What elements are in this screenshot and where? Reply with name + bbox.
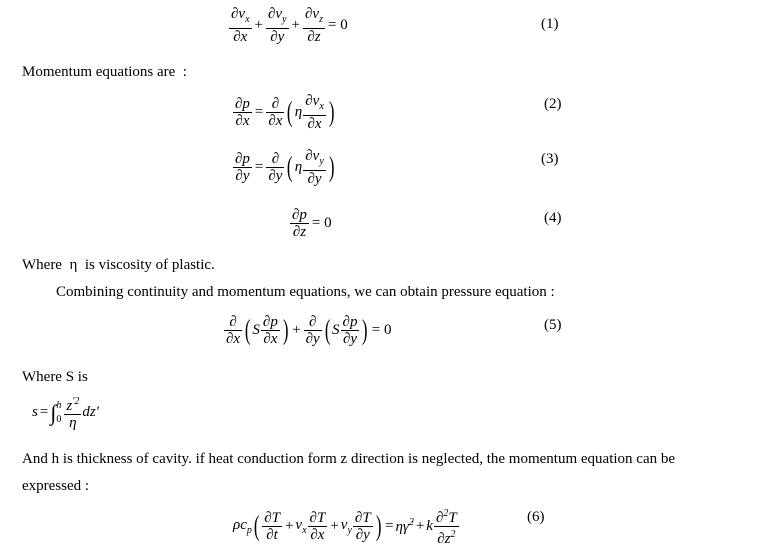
equation-5: $\frac{\partial}{\partial x}$ ( S $\frac{\partial p}{\partial x}$ ) + $\frac{\partial}{\partial y}$ ( S $\frac{\partial p}{\partial y}$ ) = 0: [226, 314, 392, 347]
equation-6: $\rho c_p$ ( $\frac{\partial T}{\partial t}$ + $v_x$ $\frac{\partial T}{\partial x}$ + $v_y$ $\frac{\partial T}{\partial y}$ ) = ηγ̇$^2$ + k $\frac{\partial^2T}{\partial z^2}$: [233, 508, 457, 547]
momentum-intro-text: Momentum equations are :: [22, 64, 187, 80]
equation-number-3: (3): [541, 151, 559, 167]
equation-number-6: (6): [527, 509, 545, 525]
and-h-text: And h is thickness of cavity. if heat conduction form z direction is neglected, the momentum equation can be: [22, 451, 676, 467]
equation-number-4: (4): [544, 210, 562, 226]
combining-text: Combining continuity and momentum equations, we can obtain pressure equation :: [56, 284, 555, 300]
where-eta-text: Where η is viscosity of plastic.: [22, 257, 215, 273]
equation-number-5: (5): [544, 317, 562, 333]
equation-number-1: (1): [541, 16, 559, 32]
equation-1: $\frac{\partial v_x}{\partial x}$ + $\frac{\partial v_y}{\partial y}$ + $\frac{\partial v_z}{\partial z}$ = 0: [231, 6, 348, 45]
equation-3: $\frac{\partial p}{\partial y}$ = $\frac{\partial}{\partial y}$ ( η $\frac{\partial v_y}{\partial y}$ ): [235, 148, 335, 187]
equation-4: $\frac{\partial p}{\partial z}$ = 0: [292, 207, 332, 240]
equation-2: $\frac{\partial p}{\partial x}$ = $\frac{\partial}{\partial x}$ ( η $\frac{\partial v_x}{\partial x}$ ): [235, 93, 335, 132]
expressed-text: expressed :: [22, 478, 90, 494]
equation-s-definition: s = ∫ h 0 $\frac{z^{'2}}{\eta}$ dz': [32, 396, 99, 431]
where-s-text: Where S is: [22, 369, 88, 385]
equation-number-2: (2): [544, 96, 562, 112]
